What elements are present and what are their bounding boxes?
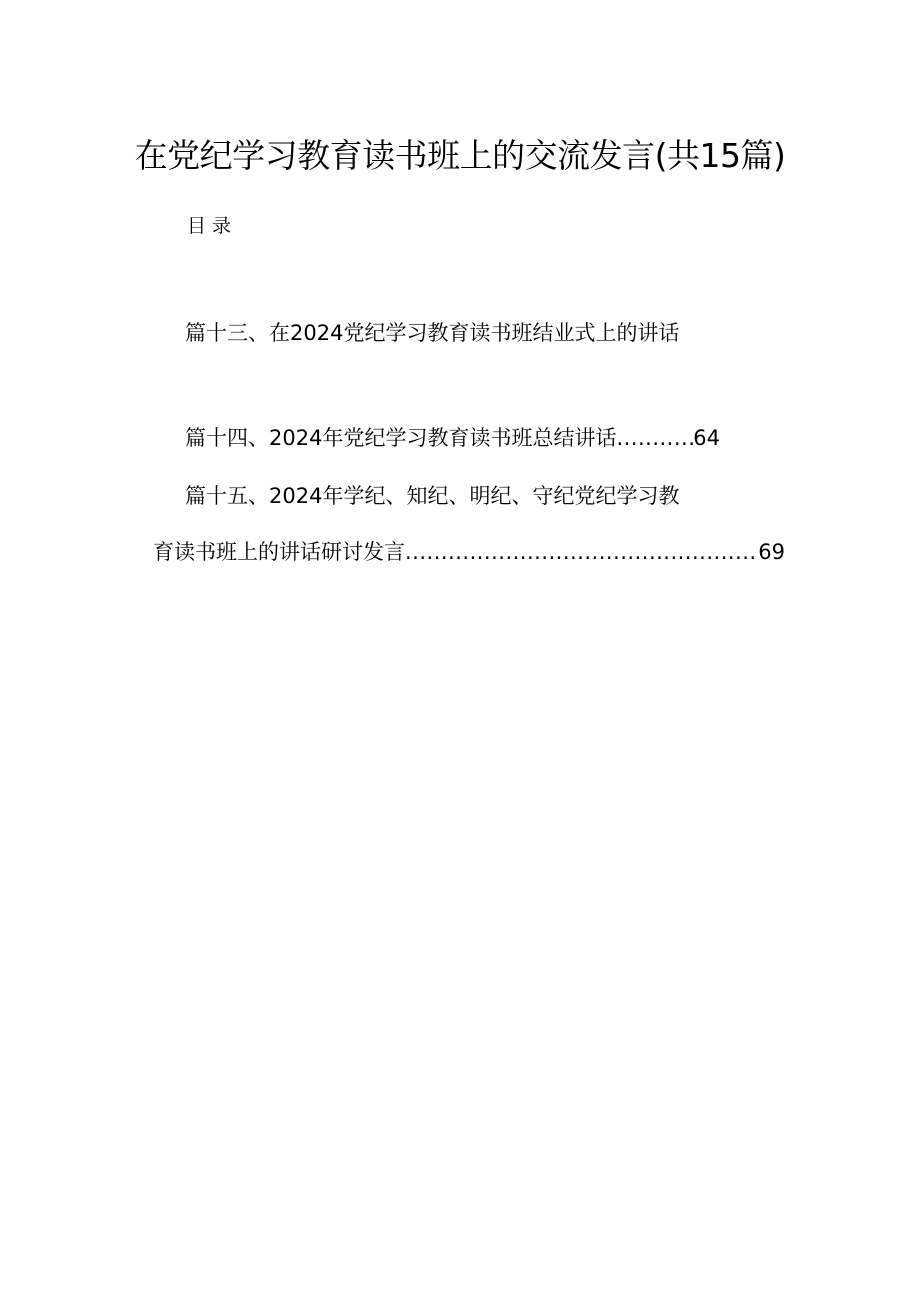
toc-entry-label: 篇十四、2024年党纪学习教育读书班总结讲话 [185, 426, 617, 450]
toc-entry-label: 篇十五、2024年学纪、知纪、明纪、守纪党纪学习教 [185, 484, 680, 508]
toc-entry-13[interactable] [185, 318, 725, 348]
toc-entry-14[interactable] [185, 423, 720, 453]
toc-leader-dots [405, 537, 758, 567]
toc-page-number: 64 [693, 426, 720, 450]
toc-entry-label: 育读书班上的讲话研讨发言 [153, 540, 405, 564]
toc-heading: 目录 [187, 215, 238, 237]
toc-entry-15-line1[interactable] [185, 481, 725, 511]
toc-entry-label: 篇十三、在2024党纪学习教育读书班结业式上的讲话 [185, 321, 680, 345]
toc-leader-dots [616, 423, 693, 453]
toc-page-number: 69 [758, 540, 785, 564]
toc-entry-15-line2[interactable] [153, 537, 785, 567]
document-title: 在党纪学习教育读书班上的交流发言(共15篇) [134, 136, 786, 175]
